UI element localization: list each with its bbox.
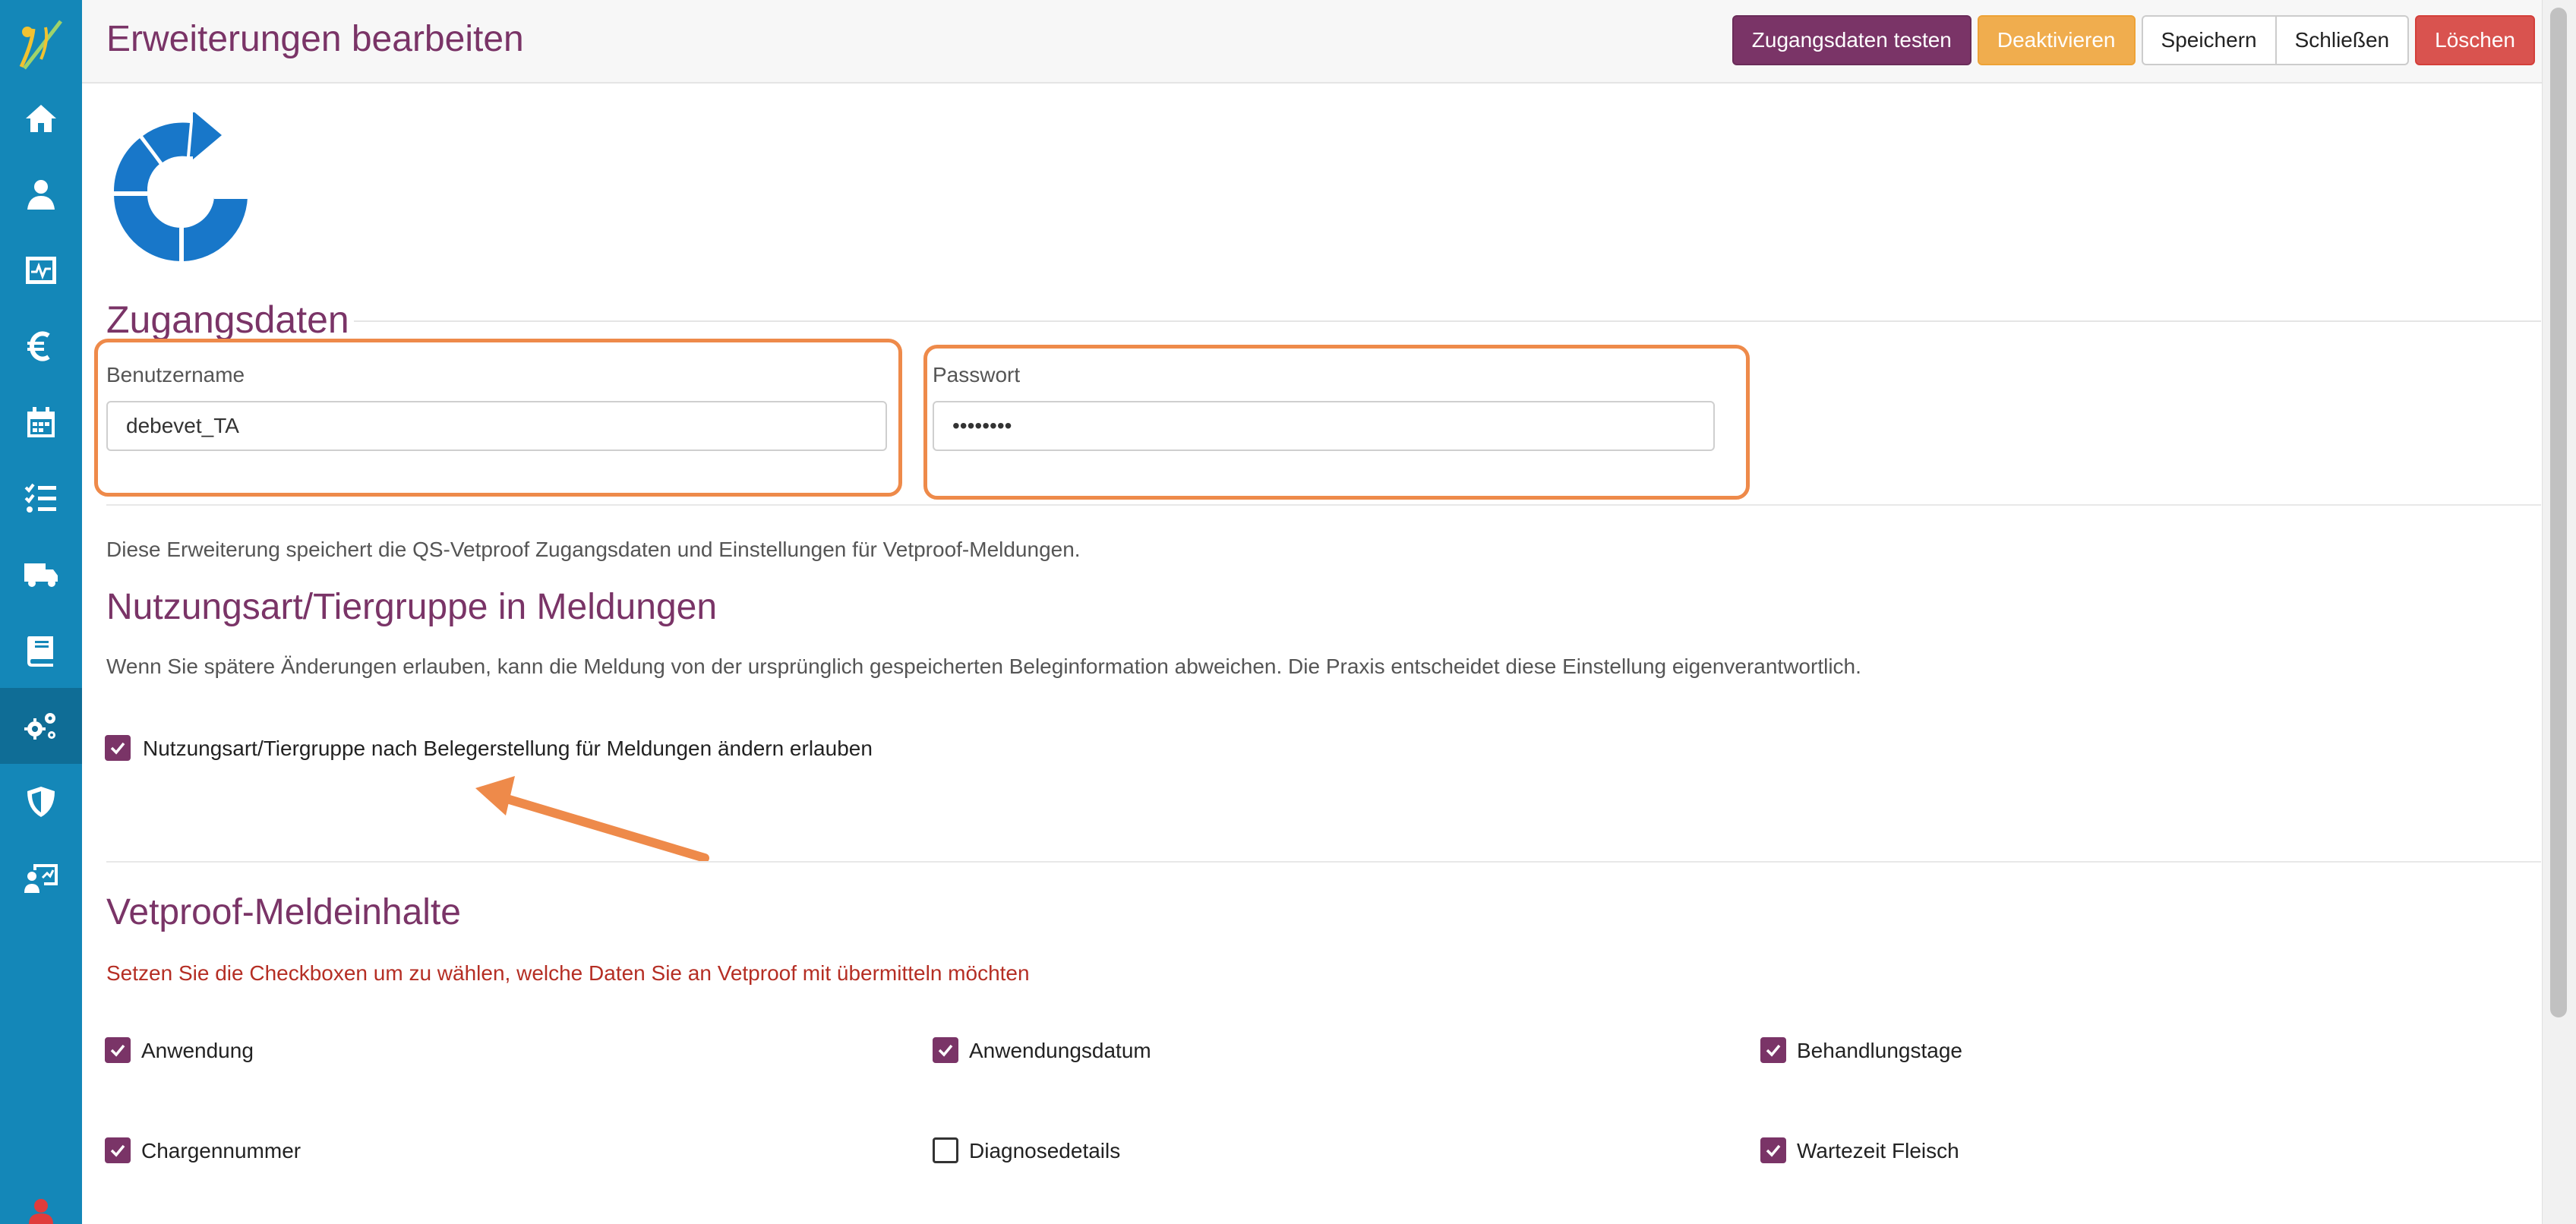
book-icon [23, 632, 59, 668]
checkbox-diagnosedetails[interactable] [933, 1137, 958, 1163]
password-input[interactable] [933, 401, 1715, 451]
scrollbar[interactable] [2542, 0, 2576, 1224]
user-status-icon[interactable] [26, 1197, 56, 1224]
save-button[interactable]: Speichern [2142, 15, 2277, 65]
password-label: Passwort [933, 363, 1021, 386]
checkbox-behandlungstage[interactable] [1760, 1037, 1786, 1063]
report-instruction: Setzen Sie die Checkboxen um zu wählen, welche Daten Sie an Vetproof mit übermitteln möchten [106, 961, 1030, 985]
page-header [82, 0, 2576, 84]
divider [354, 320, 2541, 322]
checkbox-label: Anwendung [141, 1039, 254, 1062]
allow-change-checkbox[interactable] [105, 735, 131, 761]
divider [106, 861, 2541, 863]
checkbox-anwendungsdatum[interactable] [933, 1037, 958, 1063]
sidebar-item-calendar[interactable] [0, 384, 82, 460]
checkbox-wartezeit-fleisch[interactable] [1760, 1137, 1786, 1163]
section-heading-usage: Nutzungsart/Tiergruppe in Meldungen [106, 587, 718, 627]
section-heading-report-contents: Vetproof-Meldeinhalte [106, 892, 461, 932]
checkmark-icon [109, 1041, 127, 1059]
checkmark-icon [109, 739, 127, 757]
save-close-group [2142, 15, 2410, 65]
allow-change-label: Nutzungsart/Tiergruppe nach Belegerstellung für Meldungen ändern erlauben [143, 737, 873, 760]
divider [106, 504, 2541, 506]
sidebar-item-tasks[interactable] [0, 460, 82, 536]
checkbox-label: Anwendungsdatum [969, 1039, 1151, 1062]
username-input[interactable] [106, 401, 887, 451]
sidebar-item-delivery[interactable] [0, 536, 82, 612]
main-content [82, 84, 2543, 1224]
checkbox-label: Diagnosedetails [969, 1139, 1121, 1162]
checkmark-icon [1764, 1141, 1782, 1159]
checkmark-icon [936, 1041, 955, 1059]
delete-button[interactable]: Löschen [2415, 15, 2535, 65]
shield-icon [23, 784, 59, 820]
toolbar [1732, 15, 2535, 65]
usage-note: Wenn Sie spätere Änderungen erlauben, kann die Meldung von der ursprünglich gespeicherten Beleginformation abweichen. Die Praxis entscheidet diese Einstellung eigenverantwortlich. [106, 655, 1861, 678]
users-icon [23, 176, 59, 213]
checkmark-icon [109, 1141, 127, 1159]
checklist-icon [23, 480, 59, 516]
extension-description: Diese Erweiterung speichert die QS-Vetproof Zugangsdaten und Einstellungen für Vetproof-Meldungen. [106, 538, 1081, 561]
checkbox-label: Behandlungstage [1797, 1039, 1962, 1062]
scrollbar-thumb[interactable] [2550, 8, 2567, 1017]
sidebar-item-monitor[interactable] [0, 232, 82, 308]
app-logo[interactable] [11, 14, 71, 74]
sidebar-item-admin[interactable] [0, 840, 82, 916]
monitor-icon [23, 252, 59, 289]
checkbox-chargennummer[interactable] [105, 1137, 131, 1163]
sidebar-item-settings[interactable] [0, 688, 82, 764]
annotation-arrow [466, 773, 717, 872]
gears-icon [23, 708, 59, 744]
vetproof-logo [106, 112, 255, 261]
deactivate-button[interactable]: Deaktivieren [1978, 15, 2136, 65]
sidebar [0, 0, 82, 1224]
sidebar-item-security[interactable] [0, 764, 82, 840]
checkbox-label: Wartezeit Fleisch [1797, 1139, 1959, 1162]
calendar-icon [23, 404, 59, 440]
section-heading-credentials: Zugangsdaten [106, 298, 349, 341]
sidebar-item-customers[interactable] [0, 156, 82, 232]
sidebar-item-home[interactable] [0, 80, 82, 156]
checkbox-anwendung[interactable] [105, 1037, 131, 1063]
test-credentials-button[interactable]: Zugangsdaten testen [1732, 15, 1971, 65]
checkbox-label: Chargennummer [141, 1139, 301, 1162]
username-label: Benutzername [106, 363, 245, 386]
page-title: Erweiterungen bearbeiten [106, 19, 524, 59]
home-icon [23, 100, 59, 137]
user-board-icon [23, 860, 59, 896]
euro-icon [23, 328, 59, 364]
truck-icon [23, 556, 59, 592]
sidebar-item-finance[interactable] [0, 308, 82, 384]
close-button[interactable]: Schließen [2275, 15, 2410, 65]
checkmark-icon [1764, 1041, 1782, 1059]
sidebar-item-documents[interactable] [0, 612, 82, 688]
